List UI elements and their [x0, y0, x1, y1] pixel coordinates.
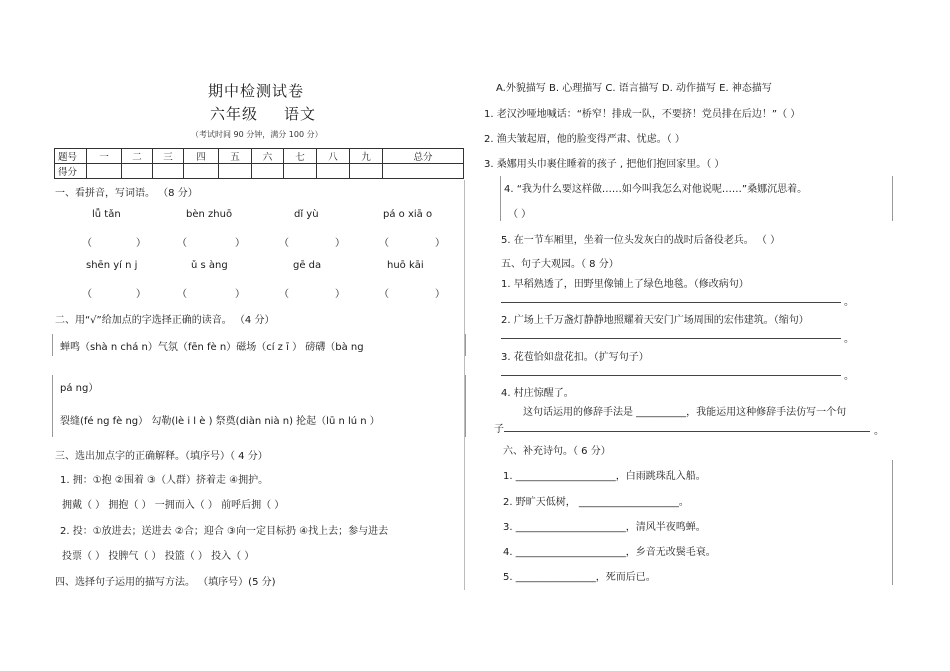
answer-line[interactable]	[501, 302, 841, 303]
question-line: 1. 早稻熟透了，田野里像铺上了绿色地毯。（修改病句）	[501, 279, 749, 290]
reading-line: 裂缝(fé ng fè ng） 勾勒(lè i l è ) 祭奠(diàn nià n) 抡起（lū n lú n ）	[60, 416, 380, 427]
question-line: 2. 投：①放进去；送进去 ②合；迎合 ③向一定目标扔 ④找上去；参与进去	[60, 526, 389, 537]
poem-line[interactable]: 3. ______________________，清风半夜鸣蝉。	[503, 522, 706, 533]
score-cell[interactable]	[153, 164, 184, 179]
pinyin-item: lǚ tǎn	[92, 209, 121, 220]
question-line: 4. 村庄惊醒了。	[501, 388, 574, 399]
answer-paren[interactable]: （ ）	[379, 289, 445, 300]
score-row-label: 得分	[55, 164, 87, 179]
score-table-score-row	[55, 164, 464, 179]
section6-heading: 六、补充诗句。（ 6 分）	[503, 446, 611, 457]
question-line[interactable]: 5. 在一节车厢里，坐着一位头发灰白的战时后备役老兵。 （ ）	[501, 235, 781, 246]
reading-line: 蝉鸣（shà n chá n）气氛（fēn fè n）磁场（cí z ī ） 磅礴（bà ng	[60, 342, 364, 353]
score-table-header-row	[55, 149, 464, 164]
reading-line: pá ng）	[60, 383, 99, 394]
question-items[interactable]: 投票（ ） 投脾气（ ） 投篮（ ） 投入（ ）	[62, 551, 255, 562]
score-table	[54, 148, 464, 179]
box-border	[500, 176, 501, 221]
pinyin-item: ǔ s àng	[191, 260, 228, 271]
line-period: 。	[844, 334, 854, 345]
pinyin-item: bèn zhuō	[186, 209, 233, 220]
score-cell[interactable]	[184, 164, 219, 179]
score-cell[interactable]	[284, 164, 317, 179]
answer-paren[interactable]: （ ）	[82, 238, 146, 249]
answer-line[interactable]	[504, 431, 870, 432]
section2-heading: 二、用“√”给加点的字选择正确的读音。 （4 分）	[55, 315, 275, 326]
question-line: 2. 广场上千万盏灯静静地照耀着天安门广场周围的宏伟建筑。（缩句）	[501, 315, 809, 326]
question-line[interactable]: 这句话运用的修辞手法是 __________，我能运用这种修辞手法仿写一个句	[523, 407, 847, 418]
section3-heading: 三、选出加点字的正确解释。（填序号）（ 4 分）	[55, 451, 268, 462]
section5-heading: 五、句子大观园。（ 8 分）	[501, 259, 619, 270]
score-cell[interactable]	[383, 164, 464, 179]
score-cell[interactable]	[219, 164, 252, 179]
section1-heading: 一、看拼音，写词语。 （8 分）	[55, 188, 198, 199]
score-col-1: 一	[87, 149, 122, 164]
pinyin-item: pá o xiā o	[383, 209, 433, 220]
score-col-7: 七	[284, 149, 317, 164]
score-col-3: 三	[153, 149, 184, 164]
score-col-9: 九	[350, 149, 383, 164]
question-line[interactable]: 1. 老汉沙哑地喊话：“桥窄！排成一队，不要挤！党员排在后边！”（ ）	[484, 109, 801, 120]
score-cell[interactable]	[350, 164, 383, 179]
pinyin-item: huō kāi	[387, 260, 424, 271]
poem-line[interactable]: 1. ____________________，白雨跳珠乱入船。	[503, 471, 706, 482]
score-cell[interactable]	[122, 164, 153, 179]
answer-paren[interactable]: （ ）	[279, 289, 345, 300]
box-border	[52, 375, 53, 437]
score-col-8: 八	[317, 149, 350, 164]
pinyin-item: shēn yí n j	[86, 260, 138, 271]
column-divider	[464, 180, 465, 590]
answer-paren[interactable]: （ ）	[508, 209, 532, 220]
answer-line[interactable]	[501, 375, 841, 376]
question-line[interactable]: 3. 桑娜用头巾裹住睡着的孩子 , 把他们抱回家里。（ ）	[484, 159, 725, 170]
box-border	[465, 334, 466, 356]
question-line: 1. 拥：①抱 ②围着 ③（人群）挤着走 ④拥护。	[60, 475, 269, 486]
question-items[interactable]: 拥戴（ ） 拥抱（ ） 一拥而入（ ） 前呼后拥（ ）	[62, 500, 285, 511]
score-cell[interactable]	[317, 164, 350, 179]
answer-paren[interactable]: （ ）	[177, 238, 245, 249]
answer-paren[interactable]: （ ）	[279, 238, 345, 249]
description-options: A.外貌描写 B. 心理描写 C. 语言描写 D. 动作描写 E. 神态描写	[496, 83, 772, 94]
box-border	[892, 176, 893, 221]
question-line: 4. “我为什么要这样做……如今叫我怎么对他说呢……”桑娜沉思着。	[504, 184, 808, 195]
line-period: 。	[844, 371, 854, 382]
score-col-5: 五	[219, 149, 252, 164]
score-col-4: 四	[184, 149, 219, 164]
score-cell[interactable]	[87, 164, 122, 179]
box-border	[892, 460, 893, 585]
poem-line[interactable]: 4. ______________________，乡音无改鬓毛衰。	[503, 547, 716, 558]
poem-line[interactable]: 5. ________________，死而后已。	[503, 572, 656, 583]
poem-line[interactable]: 2. 野旷天低树， ____________________。	[503, 497, 689, 508]
grade-label: 六年级	[210, 105, 259, 123]
score-col-6: 六	[252, 149, 284, 164]
pinyin-item: dǐ yù	[294, 209, 319, 220]
answer-paren[interactable]: （ ）	[379, 238, 445, 249]
score-col-2: 二	[122, 149, 153, 164]
score-row-label: 题号	[55, 149, 87, 164]
subject-label: 语文	[284, 105, 317, 123]
answer-paren[interactable]: （ ）	[177, 289, 245, 300]
section4-heading: 四、选择句子运用的描写方法。 （填序号）(5 分)	[55, 577, 276, 588]
answer-line[interactable]	[501, 338, 841, 339]
answer-paren[interactable]: （ ）	[82, 289, 146, 300]
exam-info: （考试时间 90 分钟，满分 100 分）	[191, 130, 323, 139]
question-line: 3. 花苞恰如盘花扣。（扩写句子）	[501, 352, 649, 363]
score-col-total: 总分	[383, 149, 464, 164]
line-period: 。	[844, 297, 854, 308]
box-border	[52, 334, 53, 356]
question-line: 子	[494, 424, 504, 435]
question-line[interactable]: 2. 渔夫皱起眉，他的脸变得严肃、忧虑。（ ）	[484, 134, 685, 145]
pinyin-item: gē da	[293, 260, 322, 271]
line-period: 。	[874, 426, 884, 437]
box-border	[465, 375, 466, 437]
score-cell[interactable]	[252, 164, 284, 179]
exam-title: 期中检测试卷	[208, 82, 305, 100]
